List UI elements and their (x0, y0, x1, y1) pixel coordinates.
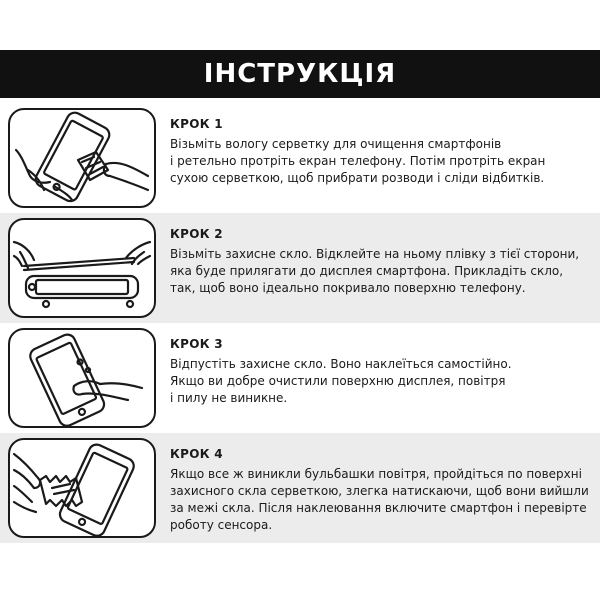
step-text-line: і ретельно протріть екран телефону. Потім протріть екран (170, 154, 546, 168)
step-heading: КРОК 1 (170, 117, 223, 131)
step-text-line: роботу сенсора. (170, 518, 273, 532)
step-text-line: яка буде прилягати до дисплея смартфона. Прикладіть скло, (170, 264, 564, 278)
title-bar (0, 50, 600, 98)
step-2 (0, 213, 600, 323)
step-text-line: так, щоб воно ідеально покривало поверхню телефону. (170, 281, 526, 295)
step-text-line: і пилу не виникне. (170, 391, 288, 405)
step-text-line: сухою серветкою, щоб прибрати розводи і сліди відбитків. (170, 171, 545, 185)
step-3 (0, 323, 600, 433)
apply-glass-icon (8, 218, 156, 318)
cloth-press-icon (8, 438, 156, 538)
step-heading: КРОК 2 (170, 227, 223, 241)
step-text-line: Візьміть вологу серветку для очищення смартфонів (170, 137, 502, 151)
step-4 (0, 433, 600, 543)
step-heading: КРОК 4 (170, 447, 223, 461)
step-text-line: Відпустіть захисне скло. Воно наклеїться самостійно. (170, 357, 512, 371)
release-glass-icon (8, 328, 156, 428)
wipe-screen-icon (8, 108, 156, 208)
step-1 (0, 103, 600, 213)
step-text-line: Якщо все ж виникли бульбашки повітря, пройдіться по поверхні (170, 467, 582, 481)
step-text-line: Візьміть захисне скло. Відклейте на ньому плівку з тієї сторони, (170, 247, 580, 261)
step-heading: КРОК 3 (170, 337, 223, 351)
page-title: ІНСТРУКЦІЯ (203, 59, 397, 89)
step-text-line: за межі скла. Після наклеювання включите смартфон і перевірте (170, 501, 587, 515)
step-text-line: захисного скла серветкою, злегка натискаючи, щоб вони вийшли (170, 484, 589, 498)
step-text-line: Якщо ви добре очистили поверхню дисплея, повітря (170, 374, 506, 388)
